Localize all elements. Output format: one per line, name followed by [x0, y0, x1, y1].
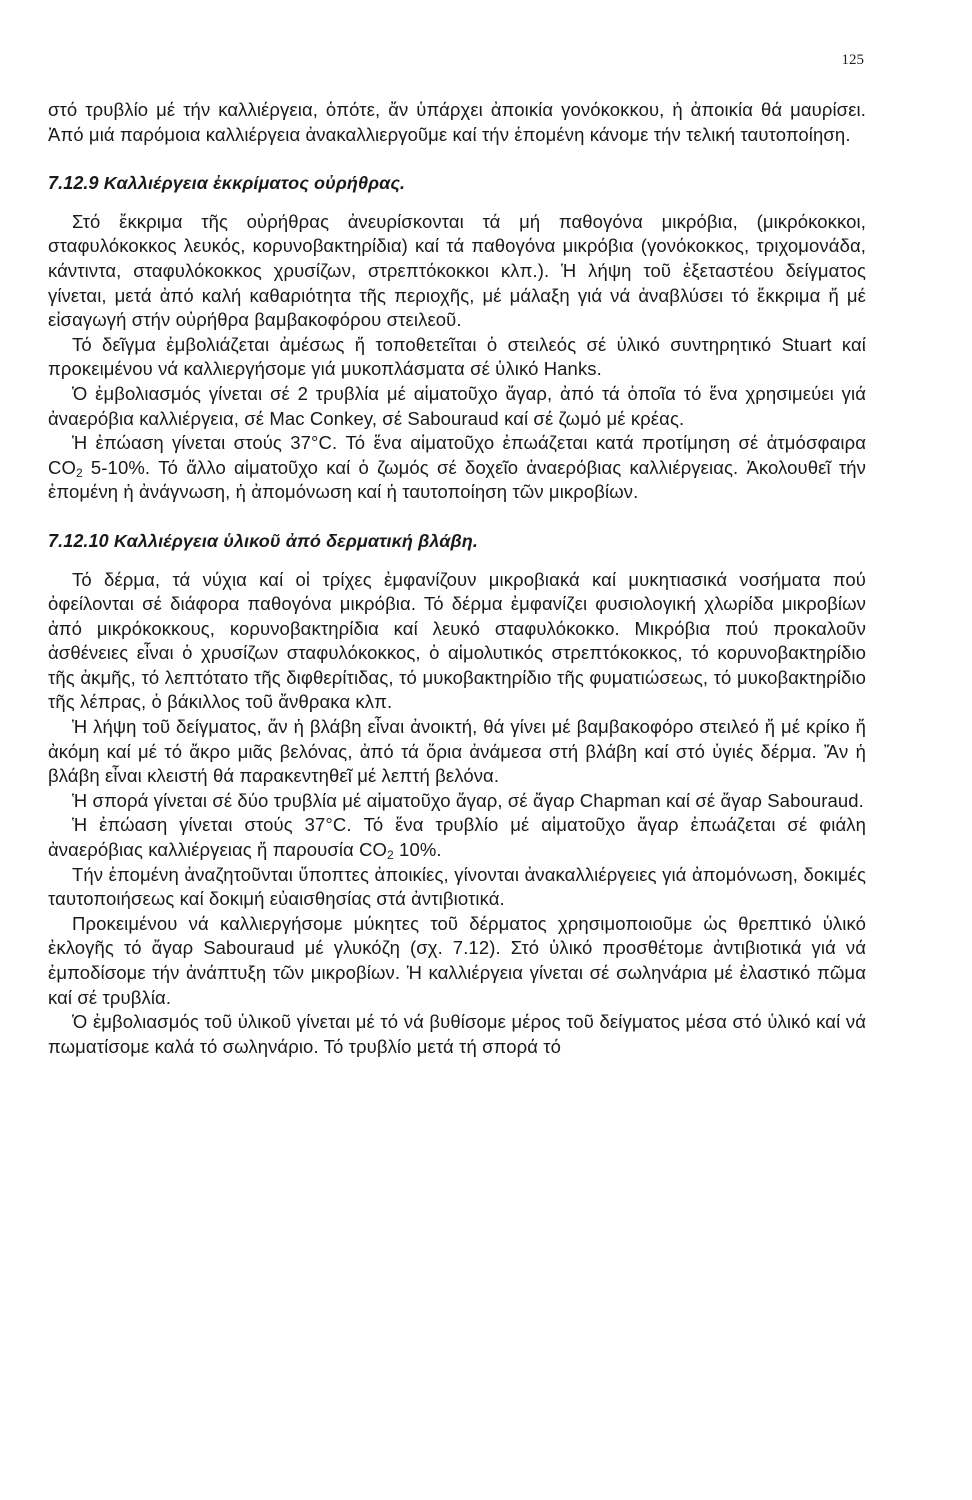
section-heading-7-12-10: 7.12.10 Καλλιέργεια ὑλικοῦ ἀπό δερματική βλάβη.	[48, 530, 478, 551]
paragraph-1: στό τρυβλίο μέ τήν καλλιέργεια, ὁπότε, ἄν ὑπάρχει ἀποικία γονόκοκκου, ἡ ἀποικία θά μαυρίσει. Ἀπό μιά παρόμοια καλλιέργεια ἀνακαλλιεργοῦμε καί τήν ἑπομένη κάνομε τήν τελική ταυτοποίηση.	[48, 99, 866, 145]
paragraph-9-text-a: Ἡ ἐπώαση γίνεται στούς 37°C. Τό ἕνα τρυβλίο μέ αἱματοῦχο ἄγαρ ἐπωάζεται σέ φιάλη ἀναερόβιας καλλιέργειας ἤ παρουσία CO	[48, 814, 866, 861]
paragraph-9	[48, 813, 866, 862]
paragraph-10: Τήν ἑπομένη ἀναζητοῦνται ὕποπτες ἀποικίες, γίνονται ἀνακαλλιέργειες γιά ἀπομόνωση, δοκιμές ταυτοποιήσεως καί δοκιμή εὐαισθησίας στά ἀντιβιοτικά.	[48, 863, 866, 910]
subscript-2: 2	[387, 848, 394, 863]
page-body	[48, 98, 866, 1059]
paragraph-7: Ἡ λήψη τοῦ δείγματος, ἄν ἡ βλάβη εἶναι ἀνοικτή, θά γίνει μέ βαμβακοφόρο στειλεό ἤ μέ κρίκο ἤ ἀκόμη καί μέ τό ἄκρο μιᾶς βελόνας, ἀπό τά ὅρια ἀνάμεσα στή βλάβη καί στό ὑγιές δέρμα. Ἄν ἡ βλάβη εἶναι κλειστή θά παρακεντηθεῖ μέ λεπτή βελόνα.	[48, 716, 866, 787]
paragraph-5	[48, 431, 866, 505]
subscript-2: 2	[75, 465, 83, 480]
section-heading-7-12-9: 7.12.9 Καλλιέργεια ἐκκρίματος οὐρήθρας.	[48, 173, 406, 194]
paragraph-8: Ἡ σπορά γίνεται σέ δύο τρυβλία μέ αἱματοῦχο ἄγαρ, σέ ἄγαρ Chapman καί σέ ἄγαρ Sabouraud.	[72, 789, 864, 811]
paragraph-5-text-b: 5-10%. Τό ἄλλο αἱματοῦχο καί ὁ ζωμός σέ δοχεῖο ἀναερόβιας καλλιέργειας. Ἀκολουθεῖ τήν ἑπομένη ἡ ἀνάγνωση, ἡ ἀπομόνωση καί ἡ ταυτοποίηση τῶν μικροβίων.	[48, 456, 866, 503]
paragraph-6: Τό δέρμα, τά νύχια καί οἱ τρίχες ἐμφανίζουν μικροβιακά καί μυκητιασικά νοσήματα πού ὀφείλονται σέ διάφορα παθογόνα μικρόβια. Τό δέρμα ἐμφανίζει φυσιολογική χλωρίδα μικροβίων ἀπό μικρόκοκκους, κορυνοβακτηρίδια καί λευκό σταφυλόκοκκο. Μικρόβια πού προκαλοῦν ἀσθένειες εἶναι ὁ χρυσίζων σταφυλόκοκκος, ὁ αἱμολυτικός στρεπτόκοκκος, τό κορυνοβακτηρίδιο τῆς ἀκμῆς, τό λεπτότατο τῆς διφθερίτιδας, τό μυκοβακτηρίδιο τῆς φυματιώσεως, τό μυκοβακτηρίδιο τῆς λέπρας, ὁ βάκιλλος τοῦ ἄνθρακα κλπ.	[48, 568, 866, 713]
paragraph-2: Στό ἔκκριμα τῆς οὐρήθρας ἀνευρίσκονται τά μή παθογόνα μικρόβια, (μικρόκοκκοι, σταφυλόκοκκος λευκός, κορυνοβακτηρίδια) καί τά παθογόνα μικρόβια (γονόκοκκος, τριχομονάδα, κάντιντα, σταφυλόκοκκος χρυσίζων, στρεπτόκοκκοι κλπ.). Ἡ λήψη τοῦ ἐξεταστέου δείγματος γίνεται, μετά ἀπό καλή καθαριότητα τῆς περιοχῆς, μέ μάλαξη γιά νά ἀναβλύσει τό ἔκκριμα ἤ μέ εἰσαγωγή στήν οὐρήθρα βαμβακοφόρου στειλεοῦ.	[48, 210, 866, 331]
paragraph-11: Προκειμένου νά καλλιεργήσομε μύκητες τοῦ δέρματος χρησιμοποιοῦμε ὡς θρεπτικό ὑλικό ἐκλογῆς τό ἄγαρ Sabouraud μέ γλυκόζη (σχ. 7.12). Στό ὑλικό προσθέτομε ἀντιβιοτικά γιά νά ἐμποδίσομε τήν ἀνάπτυξη τῶν μικροβίων. Ἡ καλλιέργεια γίνεται σέ σωληνάρια μέ ἐλαστικό πῶμα καί σέ τρυβλία.	[48, 912, 866, 1008]
page-number: 125	[841, 52, 864, 68]
paragraph-9-text-b: 10%.	[393, 839, 442, 861]
paragraph-4: Ὁ ἐμβολιασμός γίνεται σέ 2 τρυβλία μέ αἱματοῦχο ἄγαρ, ἀπό τά ὁποῖα τό ἕνα χρησιμεύει γιά ἀναερόβια καλλιέργεια, σέ Mac Conkey, σέ Sabouraud καί σέ ζωμό μέ κρέας.	[48, 382, 866, 429]
paragraph-12: Ὁ ἐμβολιασμός τοῦ ὑλικοῦ γίνεται μέ τό νά βυθίσομε μέρος τοῦ δείγματος μέσα στό ὑλικό καί νά πωματίσομε καλά τό σωληνάριο. Τό τρυβλίο μετά τή σπορά τό	[48, 1011, 866, 1057]
paragraph-3: Τό δεῖγμα ἐμβολιάζεται ἀμέσως ἤ τοποθετεῖται ὁ στειλεός σέ ὑλικό συντηρητικό Stuart καί προκειμένου νά καλλιεργήσομε γιά μυκοπλάσματα σέ ὑλικό Hanks.	[48, 333, 866, 380]
paragraph-5-text-a: Ἡ ἐπώαση γίνεται στούς 37°C. Τό ἕνα αἱματοῦχο ἐπωάζεται κατά προτίμηση σέ ἀτμόσφαιρα CO	[48, 432, 866, 478]
